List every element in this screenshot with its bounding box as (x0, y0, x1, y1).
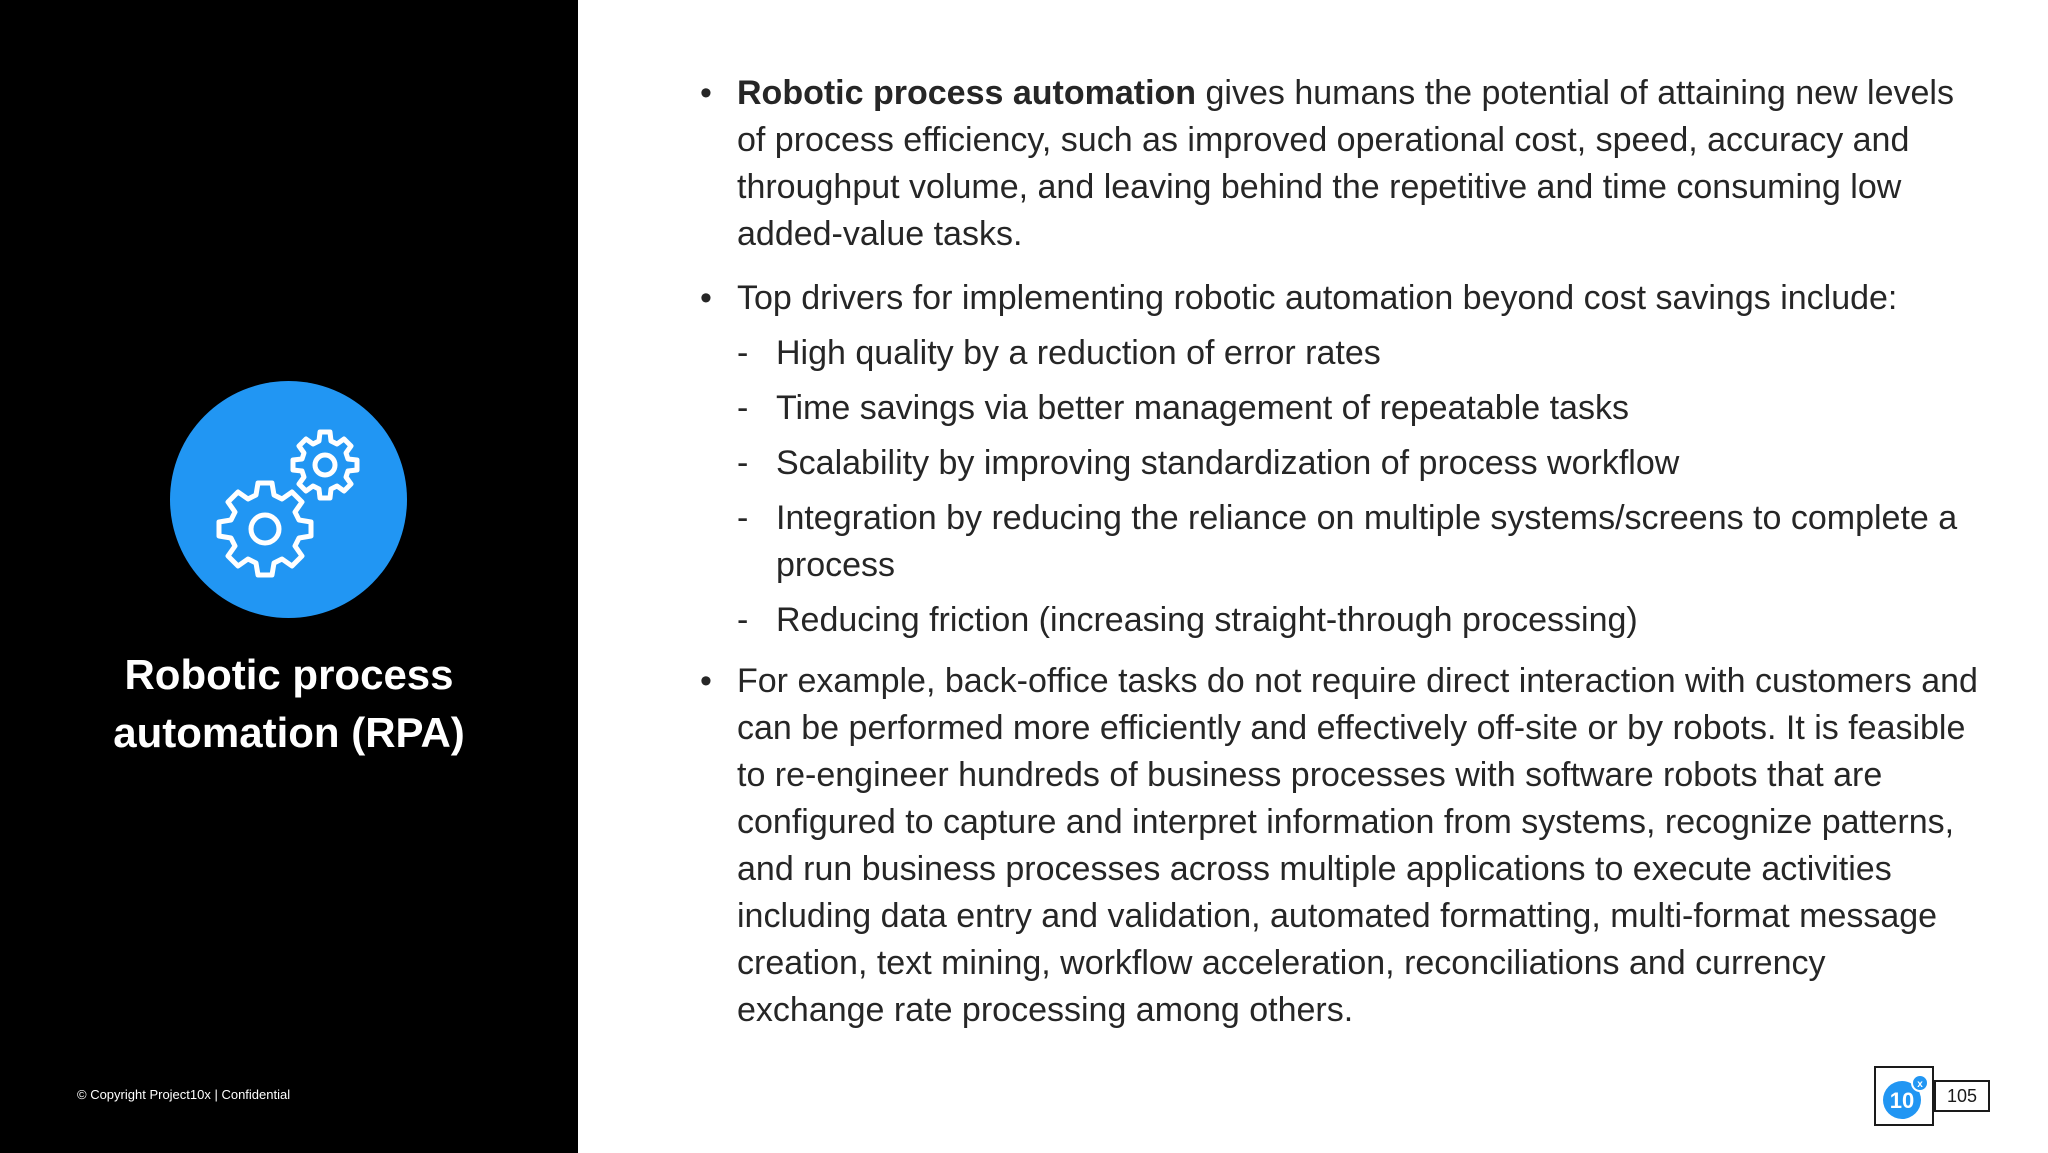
list-item: - Time savings via better management of repeatable tasks (737, 389, 1629, 427)
bullet-dot: • (700, 74, 712, 112)
logo-mark-icon (1876, 1068, 1932, 1124)
panel-title-line2: automation (RPA) (113, 709, 465, 756)
bullet-text: Top drivers for implementing robotic automation beyond cost savings include: (737, 279, 1898, 317)
logo-text: 10 (1889, 1088, 1915, 1113)
bullet-text: For example, back-office tasks do not require direct interaction with customers and can be performed more efficiently and effectively off-site or by robots. It is feasible to re-engineer hundreds of business processes with software robots that are configured to capture and interpret information from systems, recognize patterns, and run business processes across multiple applications to execute activities including data entry and validation, automated formatting, multi-format message creation, text mining, workflow acceleration, reconciliations and currency exchange rate processing among others. (737, 662, 1978, 1029)
left-panel (0, 0, 578, 1153)
slide-content (700, 70, 1980, 1051)
bullet-bold-term: Robotic process automation (737, 74, 1197, 112)
copyright-text: © Copyright Project10x | Confidential (77, 1087, 291, 1102)
panel-title (0, 646, 578, 762)
drivers-list (700, 330, 1980, 644)
bullet-dot: • (700, 279, 712, 317)
logo-badge: x (1917, 1079, 1923, 1090)
panel-title-line1: Robotic process (124, 651, 454, 698)
list-item: - Integration by reducing the reliance on multiple systems/screens to complete a process (737, 499, 1958, 584)
list-item: - High quality by a reduction of error rates (737, 334, 1381, 372)
page-number: 105 (1934, 1080, 1990, 1112)
project10x-logo (1874, 1066, 1934, 1126)
bullet-dot: • (700, 662, 712, 700)
list-item: - Reducing friction (increasing straight-through processing) (737, 601, 1638, 639)
gears-icon (170, 381, 407, 618)
bullet-text: gives humans the potential of attaining new levels of process efficiency, such as improved operational cost, speed, accuracy and throughput volume, and leaving behind the repetitive and time consuming low added-value tasks. (737, 74, 1954, 253)
bullet-top-drivers (700, 275, 1980, 322)
bullet-rpa-definition (700, 70, 1980, 258)
list-item: - Scalability by improving standardization of process workflow (737, 444, 1680, 482)
bullet-example (700, 658, 1980, 1034)
